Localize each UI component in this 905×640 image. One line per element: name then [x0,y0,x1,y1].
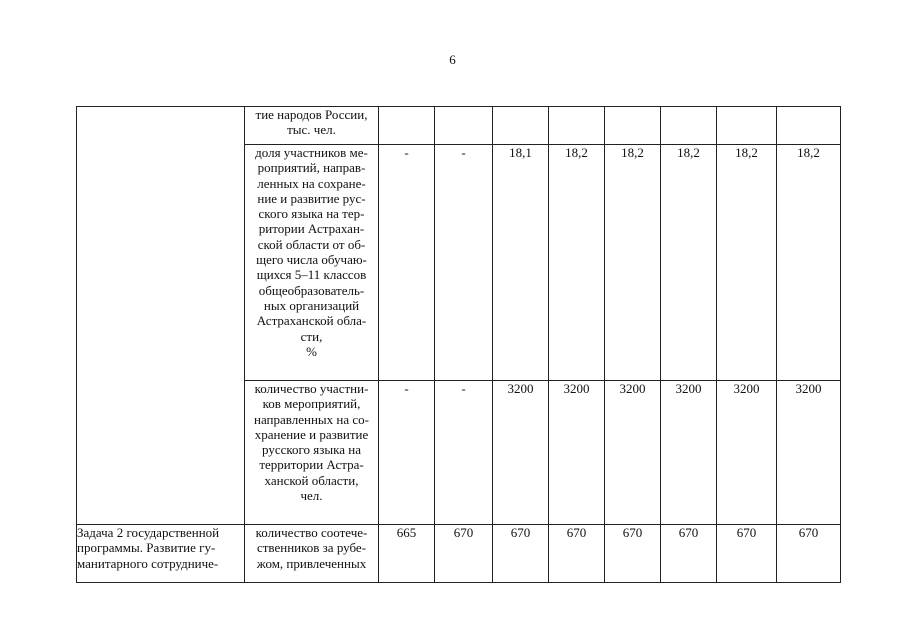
value-cell: 3200 [777,381,841,525]
indicator-line: ской области от об- [257,236,366,252]
value-cell [717,107,777,145]
value-cell [605,107,661,145]
indicator-line: Астраханской обла- [256,313,367,329]
page-number: 6 [449,52,456,67]
value-cell: 665 [379,525,435,583]
value-cell: 18,2 [661,145,717,381]
indicator-line: роприятий, направ- [257,160,366,176]
indicator-line: ние и развитие рус- [257,190,366,206]
indicator-line: щихся 5–11 классов [256,267,367,283]
indicator-line: тие народов России, [255,107,368,122]
indicator-line: сти, [300,328,323,344]
value-cell: 3200 [549,381,605,525]
task-cell-empty [77,107,245,525]
indicator-line: жом, привлеченных [256,555,367,571]
indicator-line: чел. [300,488,323,504]
value-cell: 670 [493,525,549,583]
value-cell: 670 [435,525,493,583]
value-cell: 670 [661,525,717,583]
value-cell: - [435,381,493,525]
table-row [77,107,841,145]
value-cell: 18,2 [605,145,661,381]
value-cell: 3200 [661,381,717,525]
task-line: манитарного сотрудниче- [77,555,219,571]
indicator-line: ханской области, [264,472,359,488]
table-row [77,525,841,583]
value-cell: 3200 [717,381,777,525]
indicator-line: % [306,343,317,359]
value-cell: - [379,381,435,525]
indicators-table [76,106,841,583]
indicator-line: ленных на сохране- [257,175,366,191]
value-cell [435,107,493,145]
indicator-line: ных организаций [263,297,360,313]
value-cell: 670 [605,525,661,583]
value-cell: - [435,145,493,381]
value-cell: 18,2 [549,145,605,381]
indicator-line: хранение и развитие [254,426,369,442]
indicator-line: территории Астра- [259,457,364,473]
indicator-line: щего числа обучаю- [256,252,367,268]
indicator-line: общеобразователь- [258,282,365,298]
indicator-line: ритории Астрахан- [258,221,365,237]
value-cell: 670 [549,525,605,583]
indicator-line: тыс. чел. [287,122,336,138]
value-cell: 18,2 [717,145,777,381]
indicator-line: количество соотече- [255,525,368,540]
value-cell: 3200 [493,381,549,525]
value-cell [493,107,549,145]
value-cell [549,107,605,145]
task-cell [77,525,245,583]
indicator-cell [245,107,379,145]
value-cell: - [379,145,435,381]
value-cell: 670 [777,525,841,583]
value-cell [379,107,435,145]
indicator-line: направленных на со- [254,411,369,427]
value-cell [661,107,717,145]
value-cell: 18,2 [777,145,841,381]
indicator-cell [245,525,379,583]
value-cell: 3200 [605,381,661,525]
indicator-cell [245,145,379,381]
task-line: программы. Развитие гу- [77,540,216,556]
indicator-line: ков мероприятий, [262,396,361,412]
indicator-line: ственников за рубе- [256,540,367,556]
task-line: Задача 2 государственной [77,525,220,540]
indicator-line: количество участни- [254,381,369,396]
value-cell: 670 [717,525,777,583]
indicator-line: доля участников ме- [255,145,368,160]
indicator-cell [245,381,379,525]
indicator-line: ского языка на тер- [258,206,365,222]
value-cell [777,107,841,145]
indicator-line: русского языка на [262,442,361,458]
value-cell: 18,1 [493,145,549,381]
